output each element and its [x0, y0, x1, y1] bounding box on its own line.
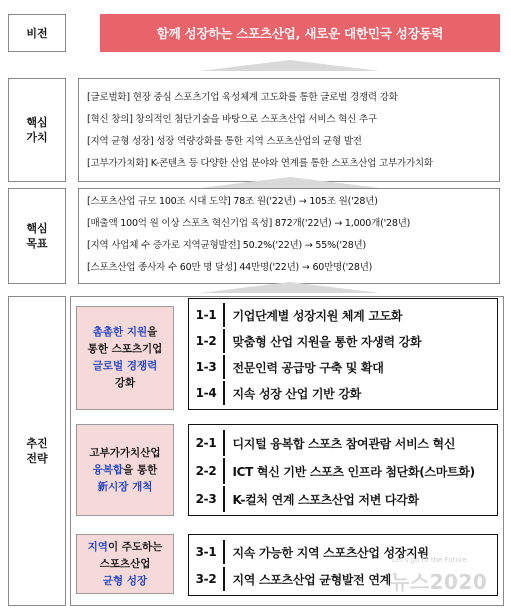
vision-text: 함께 성장하는 스포츠산업, 새로운 대한민국 성장동력	[156, 26, 444, 41]
strategy-group-3-title	[76, 534, 174, 594]
strategy-item-number: 3-2	[195, 572, 217, 586]
strategy-item-number: 1-2	[195, 334, 217, 348]
core-values-label-box	[8, 78, 66, 182]
core-value-item: [고부가가치화] K-콘텐츠 등 다양한 산업 분야와 연계를 통한 스포츠산업 고부가가치화	[87, 158, 433, 169]
group-1-line-2: 통한 스포츠기업	[87, 343, 163, 355]
strategy-item	[189, 486, 497, 512]
connector-chevron	[200, 282, 380, 293]
strategy-item-text: 전문인력 공급망 구축 및 확대	[232, 360, 384, 375]
group-1-line-4: 강화	[114, 377, 136, 389]
watermark-tagline: Let's go to the Future	[392, 556, 467, 564]
strategy-label-line1: 추진	[26, 437, 48, 450]
vision-banner	[100, 14, 500, 52]
strategy-group-1-items	[188, 298, 498, 410]
core-goals-panel	[78, 188, 500, 284]
strategy-group-2-items	[188, 424, 498, 516]
strategy-item-number: 1-1	[195, 308, 217, 322]
strategy-item	[189, 355, 497, 379]
strategy-item	[189, 329, 497, 353]
watermark-logo: 뉴스2020	[390, 570, 488, 594]
strategy-item-text: 지속 가능한 지역 스포츠산업 성장지원	[232, 545, 429, 560]
strategy-item-text: 디지털 융복합 스포츠 참여관람 서비스 혁신	[232, 436, 456, 451]
core-value-item: [글로벌화] 현장 중심 스포츠기업 육성체계 고도화를 통한 글로벌 경쟁력 강화	[87, 92, 398, 103]
core-values-panel	[78, 78, 500, 182]
core-values-label-line1: 핵심	[26, 116, 48, 129]
group-3-line-3: 균형 성장	[102, 574, 148, 587]
strategy-item-number: 3-1	[195, 545, 217, 559]
strategy-item-number: 1-3	[195, 360, 217, 374]
core-goal-item: [지역 사업체 수 증가로 지역균형발전] 50.2%('22년) → 55%('28년)	[87, 240, 367, 251]
strategy-item-number: 2-1	[195, 436, 217, 450]
strategy-item	[189, 430, 497, 456]
strategy-item-text: 맞춤형 산업 지원을 통한 자생력 강화	[232, 334, 422, 349]
core-goals-label-line2: 목표	[26, 237, 48, 250]
group-1-line-1: 촘촘한 지원을	[92, 326, 158, 338]
group-2-line-1: 고부가가치산업	[89, 446, 161, 459]
group-3-line-2: 스포츠산업	[99, 557, 151, 570]
vision-label: 비전	[26, 26, 48, 40]
strategy-item-number: 2-2	[195, 464, 217, 478]
group-2-line-3: 新시장 개척	[97, 480, 153, 493]
strategy-item-text: 기업단계별 성장지원 체계 고도화	[232, 308, 403, 323]
vision-label-box	[8, 14, 66, 52]
core-value-item: [혁신 창의] 창의적인 첨단기술을 바탕으로 스포츠산업 서비스 혁신 추구	[87, 114, 377, 125]
connector-chevron	[200, 60, 380, 71]
strategy-group-2-title	[76, 424, 174, 516]
connector-chevron	[200, 177, 380, 188]
core-goal-item: [스포츠산업 규모 100조 시대 도약] 78조 원('22년) → 105조 원('28년)	[87, 196, 378, 207]
group-2-line-2: 융복합을 통한	[92, 463, 158, 476]
strategy-item	[189, 381, 497, 405]
strategy-item-number: 2-3	[195, 492, 217, 506]
core-goal-item: [스포츠산업 종사자 수 60만 명 달성] 44만명('22년) → 60만명('28년)	[87, 262, 373, 273]
strategy-item-text: 지속 성장 산업 기반 강화	[232, 386, 361, 401]
core-goals-label-line1: 핵심	[26, 222, 48, 235]
strategy-item-text: ICT 혁신 기반 스포츠 인프라 첨단화(스마트화)	[232, 464, 475, 479]
core-values-label-line2: 가치	[26, 131, 48, 144]
core-value-item: [지역 균형 성장] 성장 역량강화를 통한 지역 스포츠산업의 균형 발전	[87, 136, 362, 147]
core-goal-item: [매출액 100억 원 이상 스포츠 혁신기업 육성] 872개('22년) → 1,000개('28년)	[87, 218, 411, 229]
strategy-item	[189, 458, 497, 484]
strategy-item-text: 지역 스포츠산업 균형발전 연계	[232, 572, 391, 587]
group-1-line-3: 글로벌 경쟁력	[92, 360, 158, 372]
strategy-item-number: 1-4	[195, 386, 217, 400]
strategy-item	[189, 303, 497, 327]
strategy-group-1-title	[76, 306, 174, 410]
strategy-label-line2: 전략	[26, 452, 48, 465]
strategy-item-text: K-컬처 연계 스포츠산업 저변 다각화	[232, 492, 419, 507]
core-goals-label-box	[8, 188, 66, 284]
group-3-line-1: 지역이 주도하는	[87, 540, 163, 553]
strategy-label-box	[8, 296, 66, 606]
